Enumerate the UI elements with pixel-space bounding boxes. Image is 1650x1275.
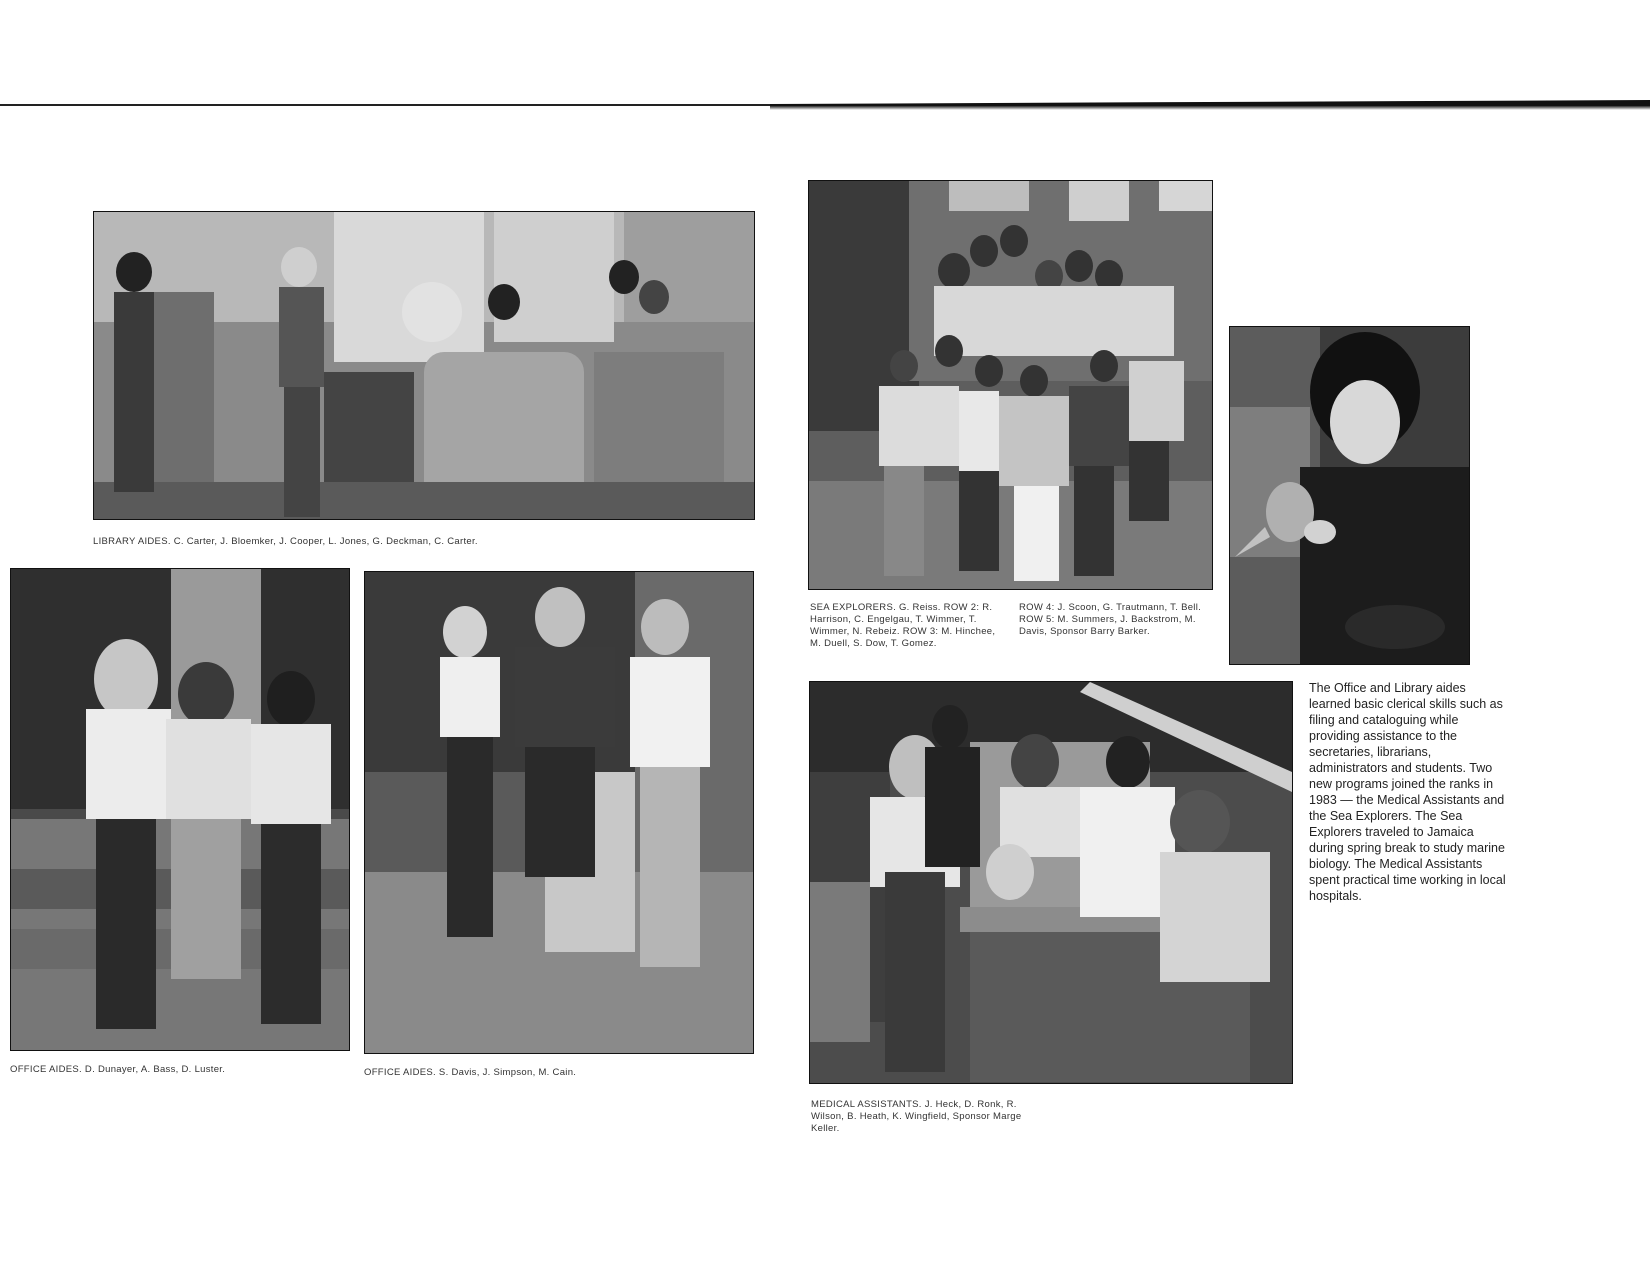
sea-explorers-caption-col2: ROW 4: J. Scoon, G. Trautmann, T. Bell. ROW 5: M. Summers, J. Backstrom, M. Davis, Sponsor Barry Barker. [1019, 602, 1202, 637]
office-aides-caption-1: OFFICE AIDES. D. Dunayer, A. Bass, D. Luster. [10, 1064, 226, 1075]
library-aides-caption: LIBRARY AIDES. C. Carter, J. Bloemker, J. Cooper, L. Jones, G. Deckman, C. Carter. [93, 536, 478, 547]
office-aides-caption-2: OFFICE AIDES. S. Davis, J. Simpson, M. Cain. [364, 1067, 577, 1078]
library-aides-photo [93, 211, 755, 520]
medical-assistants-caption: MEDICAL ASSISTANTS. J. Heck, D. Ronk, R. Wilson, B. Heath, K. Wingfield, Sponsor Marge Keller. [811, 1099, 1022, 1134]
page-fold-shadow [770, 100, 1650, 110]
sea-explorers-caption-col1: SEA EXPLORERS. G. Reiss. ROW 2: R. Harrison, C. Engelgau, T. Wimmer, T. Wimmer, N. Rebeiz. ROW 3: M. Hinchee, M. Duell, S. Dow, T. Gomez. [810, 602, 996, 649]
office-aides-photo-1 [10, 568, 350, 1051]
student-with-bird-photo [1229, 326, 1470, 665]
sea-explorers-photo [808, 180, 1213, 590]
office-aides-photo-2 [364, 571, 754, 1054]
medical-assistants-photo [809, 681, 1293, 1084]
body-text-paragraph: The Office and Library aides learned basic clerical skills such as filing and cataloguing while providing assistance to the secretaries, librarians, administrators and students. Two new programs joined the ranks in 1983 — the Medical Assistants and the Sea Explorers. The Sea Explorers traveled to Jamaica during spring break to study marine biology. The Medical Assistants spent practical time working in local hospitals. [1309, 681, 1506, 903]
